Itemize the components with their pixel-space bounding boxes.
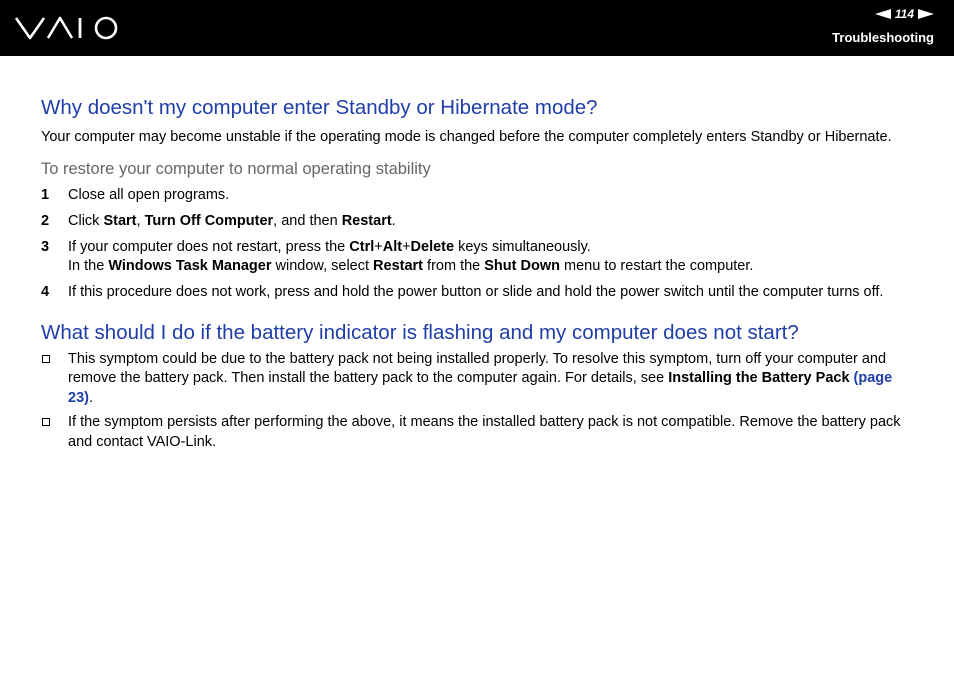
windows-task-manager-label: Windows Task Manager: [108, 258, 272, 274]
step-text: Click Start, Turn Off Computer, and then Restart.: [68, 212, 396, 229]
step-text: If this procedure does not work, press and hold the power button or slide and hold the power switch until the computer turns off.: [68, 284, 884, 300]
bullet-item: [41, 350, 911, 409]
vaio-logo-icon: [14, 14, 122, 42]
page-header: [0, 0, 954, 56]
page-number: 114: [894, 7, 914, 21]
bullet-text: If the symptom persists after performing the above, it means the installed battery pack is not compatible. Remove the battery pack and contact VAIO-Link.: [68, 414, 901, 450]
step-3: [41, 238, 911, 277]
step-number: 2: [41, 212, 50, 229]
step-2: [41, 212, 911, 232]
procedure-subheading: To restore your computer to normal operating stability: [41, 159, 431, 178]
restart-label: Restart: [373, 258, 424, 274]
step-number: 3: [41, 238, 50, 255]
procedure-steps: [41, 186, 911, 303]
restart-label: Restart: [341, 212, 392, 229]
checkbox-bullet-icon: [42, 418, 50, 426]
bullet-item: [41, 413, 911, 452]
start-menu-label: Start: [103, 212, 137, 229]
previous-page-arrow-icon[interactable]: [875, 9, 891, 19]
shut-down-label: Shut Down: [484, 258, 560, 274]
turn-off-computer-label: Turn Off Computer: [144, 212, 274, 229]
step-1: [41, 186, 911, 206]
battery-bullets: [41, 350, 911, 453]
alt-key: Alt: [382, 238, 403, 255]
intro-paragraph: Your computer may become unstable if the operating mode is changed before the computer completely enters Standby or Hibernate.: [41, 129, 892, 145]
step-number: 1: [41, 186, 50, 203]
page-navigator: [875, 7, 934, 21]
installing-battery-pack-label: Installing the Battery Pack: [668, 370, 850, 386]
step-number: 4: [41, 284, 50, 300]
page-23-link[interactable]: (page 23): [68, 370, 893, 406]
heading-battery-indicator: What should I do if the battery indicator is flashing and my computer does not start?: [41, 320, 799, 344]
next-page-arrow-icon[interactable]: [918, 9, 934, 19]
checkbox-bullet-icon: [42, 355, 50, 363]
step-text: Close all open programs.: [68, 186, 230, 203]
step-4: [41, 283, 911, 303]
bullet-text: This symptom could be due to the battery pack not being installed properly. To resolve this symptom, turn off your computer and remove the battery pack. Then install the battery pack to the computer again. For details, see Installing the Battery Pack (page 23).: [68, 350, 893, 406]
step-text: If your computer does not restart, press the Ctrl+Alt+Delete keys simultaneously. In the Windows Task Manager window, select Restart from the Shut Down menu to restart the computer.: [68, 238, 754, 274]
section-title: Troubleshooting: [832, 30, 934, 45]
ctrl-key: Ctrl: [349, 238, 375, 255]
delete-key: Delete: [410, 238, 455, 255]
page-content: [41, 95, 911, 457]
heading-standby-hibernate: Why doesn't my computer enter Standby or Hibernate mode?: [41, 96, 598, 119]
